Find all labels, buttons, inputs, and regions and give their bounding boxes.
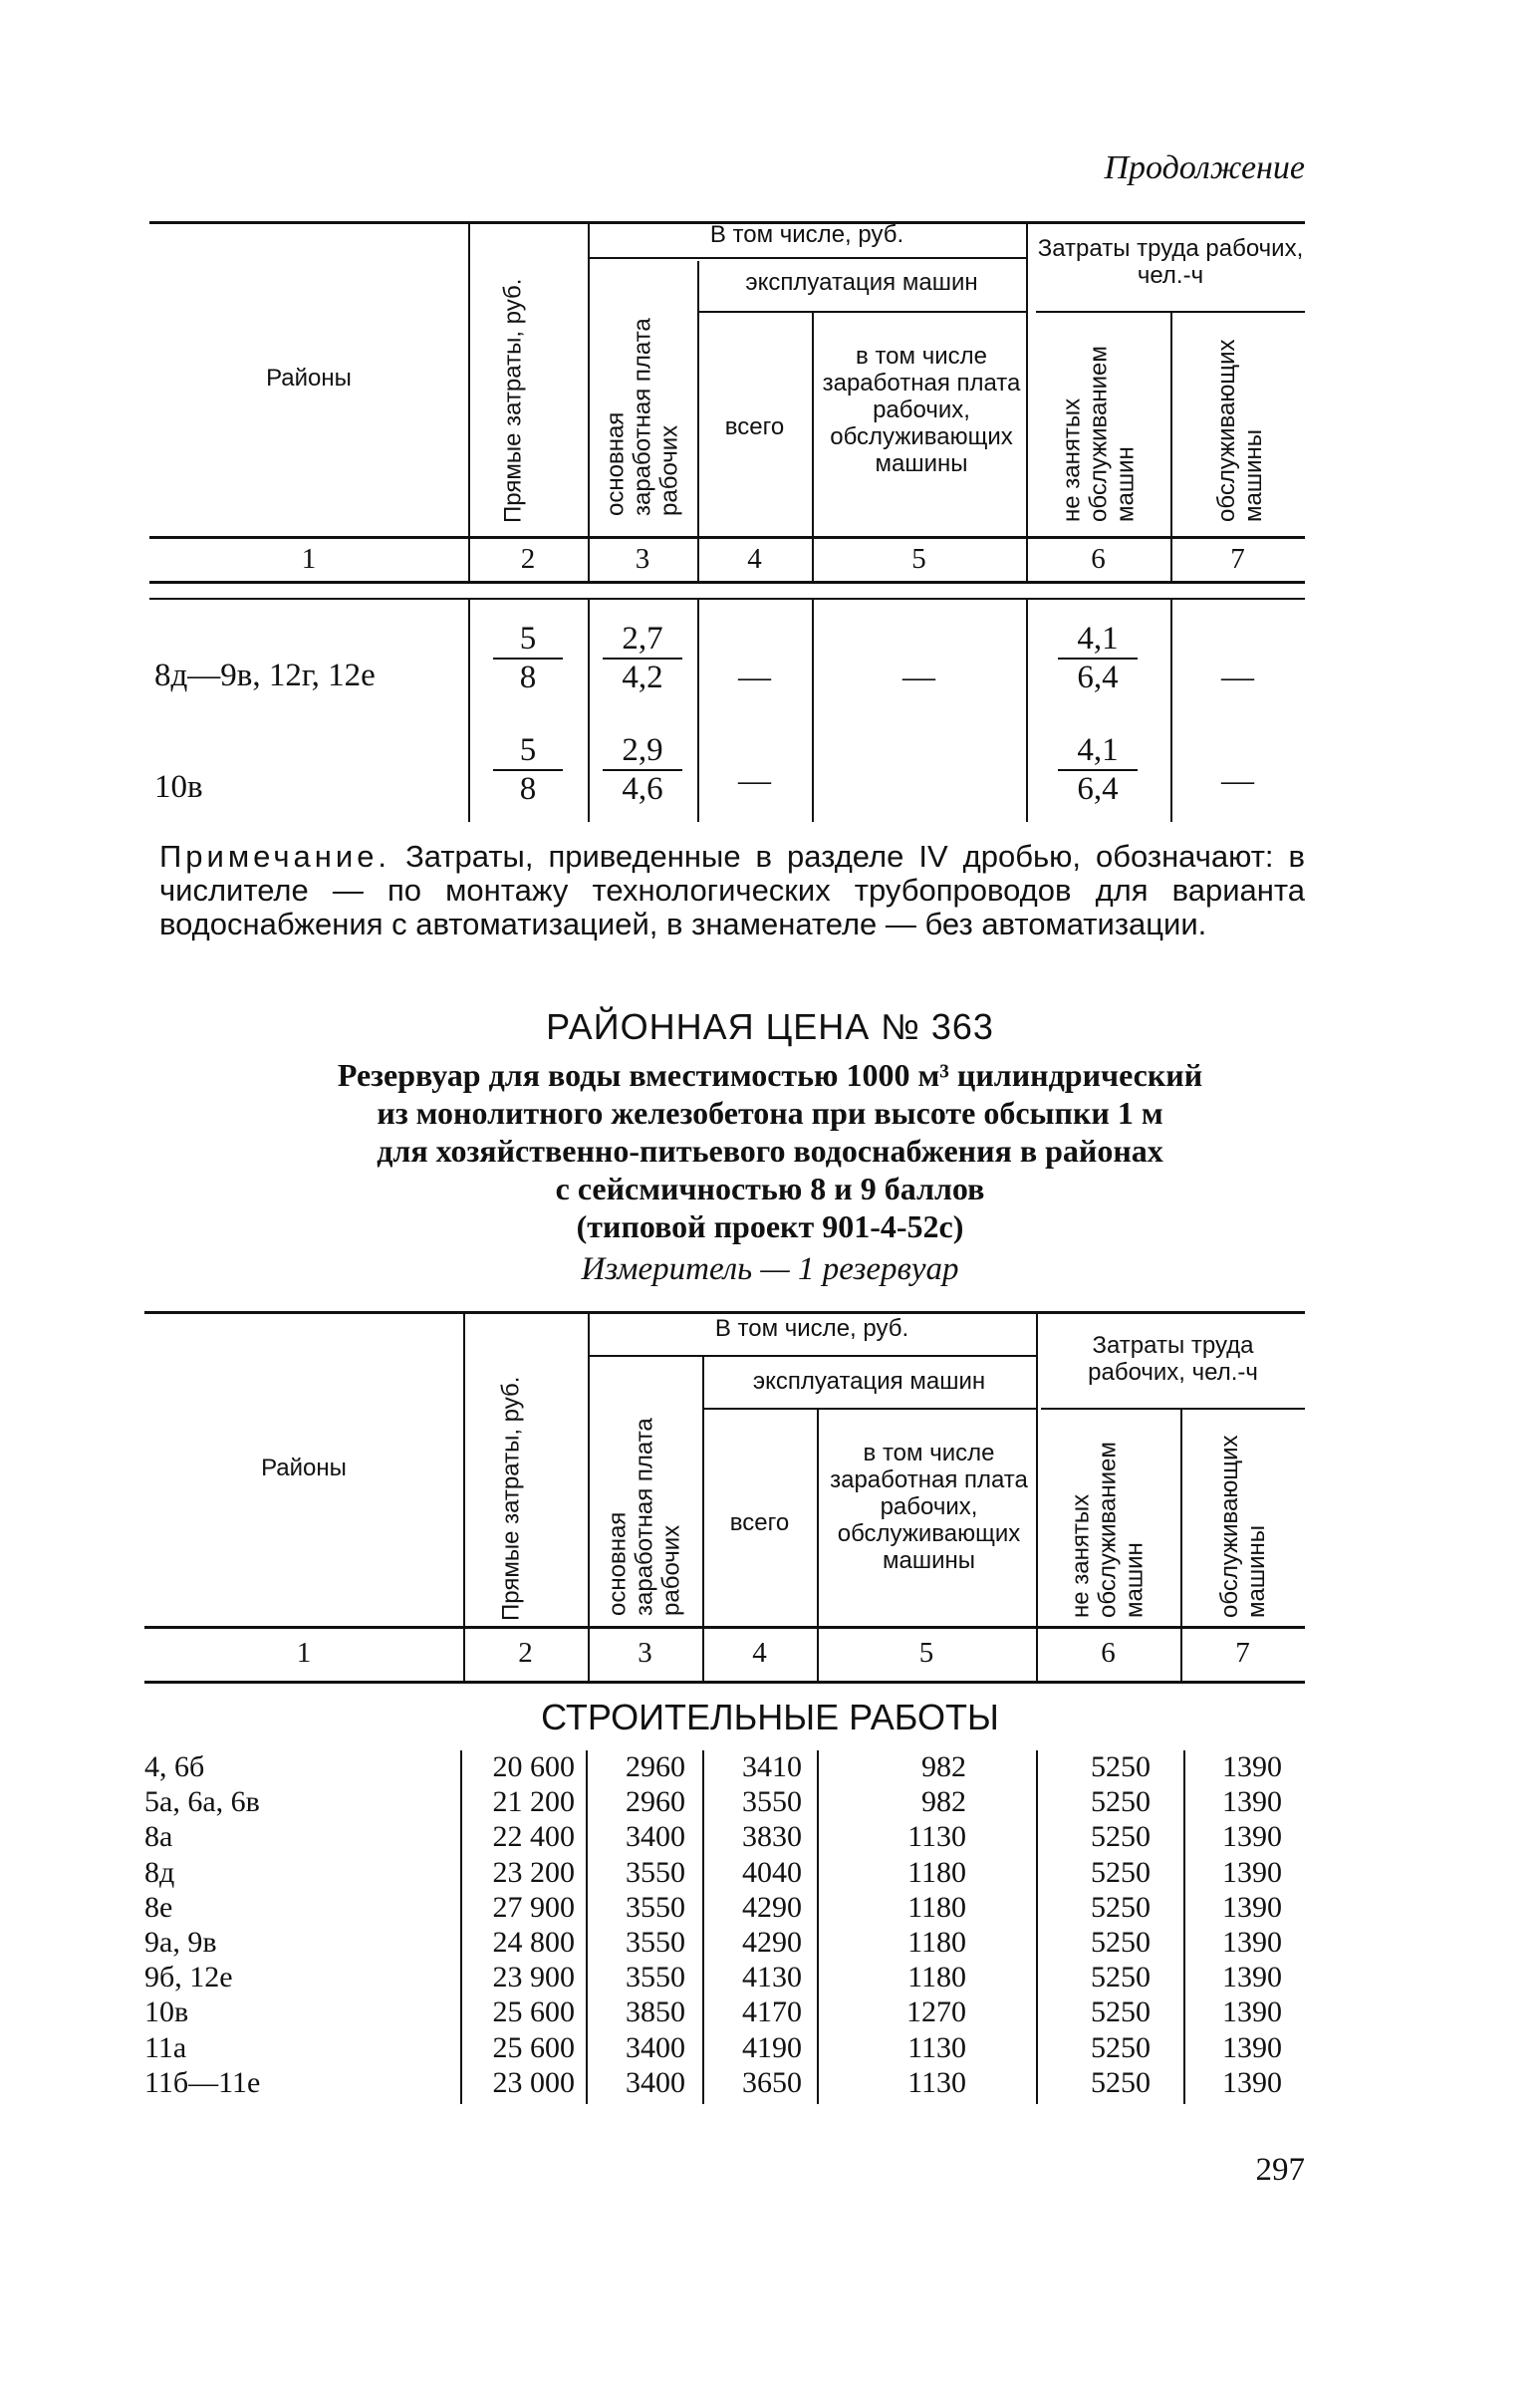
cell-direct-costs: 23 000 [492, 2065, 575, 2099]
header-incl-wage-machines: в том числе заработная плата рабочих, обслуживающих машины [822, 343, 1021, 477]
section-construction-works: СТРОИТЕЛЬНЫЕ РАБОТЫ [541, 1697, 999, 1737]
cell-direct-costs: 23 200 [492, 1855, 575, 1889]
cell-labor-not-servicing: 5250 [1091, 2065, 1151, 2099]
dash-serv: — [1221, 660, 1254, 695]
header-servicing: обслуживающих машины [1213, 339, 1267, 522]
cell-district: 10в [144, 1995, 189, 2029]
cell-district: 5а, 6а, 6в [144, 1785, 260, 1819]
cell-direct-costs: 25 600 [492, 1995, 575, 2029]
price-title: РАЙОННАЯ ЦЕНА № 363 [546, 1006, 994, 1047]
page-number: 297 [1255, 2152, 1305, 2188]
cell-machine-total: 4190 [742, 2030, 802, 2064]
cell-base-wage: 3550 [626, 1926, 685, 1959]
cell-machine-total: 4130 [742, 1961, 802, 1994]
header-base-wage: основная заработная плата рабочих [604, 1418, 685, 1616]
cell-labor-servicing: 1390 [1222, 1750, 1282, 1783]
cell-machine-wage: 1130 [907, 2065, 966, 2099]
cell-base-wage: 2960 [626, 1750, 685, 1783]
cell-labor-not-servicing: 5250 [1091, 1961, 1151, 1994]
header-including: В том числе, руб. [714, 1315, 909, 1342]
header-not-servicing: не занятых обслуживанием машин [1058, 346, 1140, 522]
cell-labor-not-servicing: 5250 [1091, 1890, 1151, 1924]
cell-district: 9б, 12е [144, 1961, 233, 1994]
cell-machine-total: 4290 [742, 1890, 802, 1924]
cell-labor-servicing: 1390 [1222, 1855, 1282, 1889]
cell-labor-not-servicing: 5250 [1091, 2030, 1151, 2064]
note-label: Примечание. [159, 839, 391, 874]
cell-base-wage: 3400 [626, 2065, 685, 2099]
table-row-district: 8д—9в, 12г, 12е [154, 658, 376, 693]
cell-base-wage: 3400 [626, 2030, 685, 2064]
cell-labor-servicing: 1390 [1222, 1890, 1282, 1924]
header-machine-operation: эксплуатация машин [745, 269, 978, 296]
col-number-1: 1 [296, 1637, 312, 1669]
header-not-servicing: не занятых обслуживанием машин [1067, 1442, 1149, 1618]
header-total: всего [729, 1509, 790, 1536]
cell-direct-costs: 23 900 [492, 1961, 575, 1994]
cell-direct-costs: 27 900 [492, 1890, 575, 1924]
cell-labor-servicing: 1390 [1222, 2030, 1282, 2064]
cell-machine-wage: 1180 [907, 1926, 966, 1959]
cell-district: 8а [144, 1820, 173, 1854]
cell-district: 8д [144, 1855, 175, 1889]
dash-serv: — [1221, 763, 1254, 799]
header-servicing: обслуживающих машины [1216, 1435, 1270, 1618]
fraction-direct: $\frac{5}{8}$ [493, 732, 563, 808]
col-number-7: 7 [1235, 1637, 1250, 1669]
cell-base-wage: 3550 [626, 1961, 685, 1994]
cell-machine-wage: 1130 [907, 2030, 966, 2064]
col-number-2: 2 [518, 1637, 533, 1669]
table-row-district: 10в [154, 769, 203, 805]
cell-machine-total: 4040 [742, 1855, 802, 1889]
cell-direct-costs: 22 400 [492, 1820, 575, 1854]
header-total: всего [724, 413, 785, 440]
cell-machine-wage: 1130 [907, 1820, 966, 1854]
cell-labor-not-servicing: 5250 [1091, 1785, 1151, 1819]
col-number-4: 4 [752, 1637, 767, 1669]
cell-machine-total: 4170 [742, 1995, 802, 2029]
cell-base-wage: 3550 [626, 1890, 685, 1924]
header-direct-costs: Прямые затраты, руб. [497, 1376, 525, 1621]
cell-machine-wage: 982 [921, 1785, 966, 1819]
header-incl-wage-machines: в том числе заработная плата рабочих, обслуживающих машины [830, 1440, 1028, 1574]
cell-machine-total: 3410 [742, 1750, 802, 1783]
cell-direct-costs: 24 800 [492, 1926, 575, 1959]
cell-labor-servicing: 1390 [1222, 1995, 1282, 2029]
dash-incl-wage: — [902, 660, 935, 695]
cell-machine-wage: 982 [921, 1750, 966, 1783]
cell-labor-servicing: 1390 [1222, 1961, 1282, 1994]
cell-machine-wage: 1270 [906, 1995, 966, 2029]
col-number-5: 5 [918, 1637, 934, 1669]
cell-direct-costs: 25 600 [492, 2030, 575, 2064]
cell-labor-servicing: 1390 [1222, 2065, 1282, 2099]
header-including: В том числе, руб. [709, 221, 904, 248]
col-number-1: 1 [301, 543, 317, 575]
fraction-wage: $\frac{2,7}{4,2}$ [603, 621, 682, 696]
fraction-direct: $\frac{5}{8}$ [493, 621, 563, 696]
price-subtitle: Резервуар для воды вместимостью 1000 м³ цилиндрический из монолитного железобетона при высоте обсыпки 1 м для хозяйственно-питьевого водоснабжения в районах с сейсмичностью 8 и 9 баллов (типовой проект 901-4-52с) [337, 1057, 1203, 1244]
cell-labor-servicing: 1390 [1222, 1926, 1282, 1959]
header-direct-costs: Прямые затраты, руб. [499, 278, 527, 523]
header-districts: Районы [266, 365, 352, 392]
cell-labor-not-servicing: 5250 [1091, 1750, 1151, 1783]
cell-machine-wage: 1180 [907, 1855, 966, 1889]
header-machine-operation: эксплуатация машин [752, 1368, 986, 1395]
cell-district: 9а, 9в [144, 1926, 217, 1959]
cell-machine-wage: 1180 [907, 1961, 966, 1994]
cell-district: 8е [144, 1890, 173, 1924]
header-base-wage: основная заработная плата рабочих [602, 318, 683, 516]
cell-district: 4, 6б [144, 1750, 205, 1783]
cell-labor-not-servicing: 5250 [1091, 1855, 1151, 1889]
cell-labor-not-servicing: 5250 [1091, 1926, 1151, 1959]
col-number-3: 3 [635, 543, 650, 575]
cell-base-wage: 3550 [626, 1855, 685, 1889]
cell-district: 11б—11е [144, 2065, 261, 2099]
col-number-5: 5 [911, 543, 926, 575]
header-labor-costs: Затраты труда рабочих, чел.-ч [1088, 1332, 1258, 1386]
note [159, 840, 1305, 941]
col-number-2: 2 [520, 543, 536, 575]
cell-machine-total: 3550 [742, 1785, 802, 1819]
cell-labor-servicing: 1390 [1222, 1820, 1282, 1854]
col-number-6: 6 [1101, 1637, 1116, 1669]
col-number-4: 4 [747, 543, 762, 575]
dash-total: — [738, 660, 771, 695]
fraction-labor: $\frac{4,1}{6,4}$ [1058, 732, 1138, 808]
cell-machine-total: 3830 [742, 1820, 802, 1854]
cell-direct-costs: 21 200 [492, 1785, 575, 1819]
cell-base-wage: 3400 [626, 1820, 685, 1854]
dash-total: — [738, 763, 771, 799]
fraction-labor: $\frac{4,1}{6,4}$ [1058, 621, 1138, 696]
note-text: Затраты, приведенные в разделе IV дробью, обозначают: в числителе — по монтажу технологических трубопроводов для варианта водоснабжения с автоматизацией, в знаменателе — без автоматизации. [159, 839, 1305, 941]
cell-base-wage: 3850 [626, 1995, 685, 2029]
cell-machine-wage: 1180 [907, 1890, 966, 1924]
header-districts: Районы [261, 1455, 347, 1481]
cell-machine-total: 4290 [742, 1926, 802, 1959]
cell-labor-not-servicing: 5250 [1091, 1820, 1151, 1854]
measure-unit: Измеритель — 1 резервуар [581, 1251, 959, 1287]
cell-district: 11а [144, 2030, 187, 2064]
fraction-wage: $\frac{2,9}{4,6}$ [603, 732, 682, 808]
continuation-label: Продолжение [1104, 149, 1305, 186]
cell-labor-not-servicing: 5250 [1091, 1995, 1151, 2029]
cell-labor-servicing: 1390 [1222, 1785, 1282, 1819]
cell-machine-total: 3650 [742, 2065, 802, 2099]
col-number-3: 3 [638, 1637, 652, 1669]
col-number-6: 6 [1091, 543, 1106, 575]
cell-base-wage: 2960 [626, 1785, 685, 1819]
header-labor-costs: Затраты труда рабочих, чел.-ч [1037, 235, 1304, 289]
col-number-7: 7 [1230, 543, 1245, 575]
cell-direct-costs: 20 600 [492, 1750, 575, 1783]
